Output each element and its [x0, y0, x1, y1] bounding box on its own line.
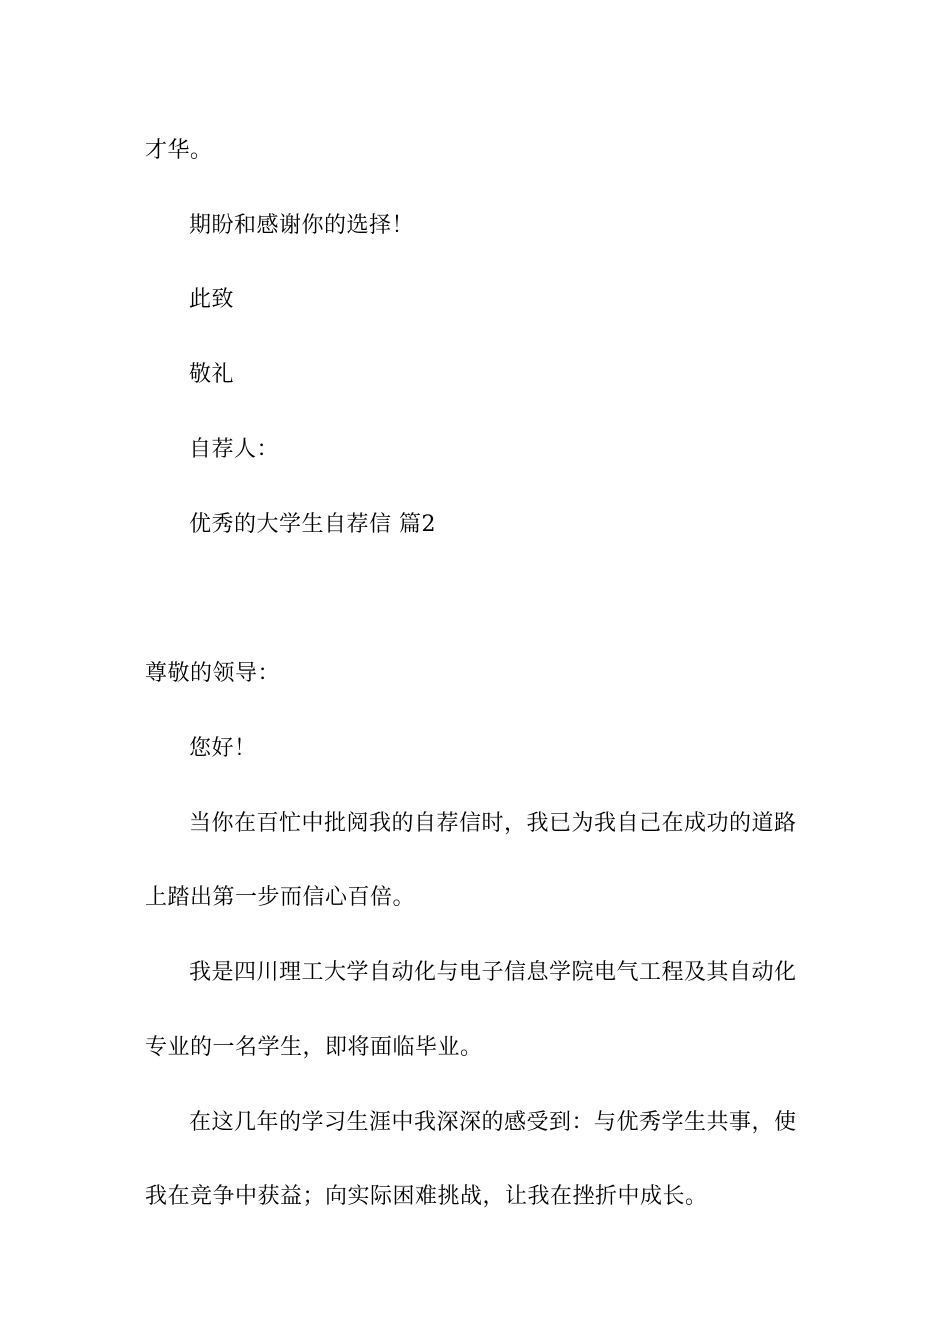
paragraph-line: 才华。 [145, 138, 213, 163]
paragraph-line: 专业的一名学生，即将面临毕业。 [145, 1035, 483, 1060]
paragraph-line: 在这几年的学习生涯中我深深的感受到：与优秀学生共事，使 [189, 1110, 797, 1135]
closing-salutation: 此致 [189, 287, 235, 312]
closing-regards: 敬礼 [189, 362, 235, 387]
greeting: 尊敬的领导： [145, 661, 281, 686]
signature-label: 自荐人： [189, 437, 280, 462]
paragraph-line: 我在竞争中获益；向实际困难挑战，让我在挫折中成长。 [145, 1184, 708, 1209]
paragraph-line: 当你在百忙中批阅我的自荐信时，我已为我自己在成功的道路 [189, 811, 797, 836]
paragraph-line: 我是四川理工大学自动化与电子信息学院电气工程及其自动化 [189, 960, 797, 985]
paragraph-line: 上踏出第一步而信心百倍。 [145, 885, 416, 910]
paragraph-line: 您好！ [189, 736, 257, 761]
section-heading: 优秀的大学生自荐信 篇2 [189, 512, 436, 537]
paragraph-line: 期盼和感谢你的选择！ [189, 213, 415, 238]
